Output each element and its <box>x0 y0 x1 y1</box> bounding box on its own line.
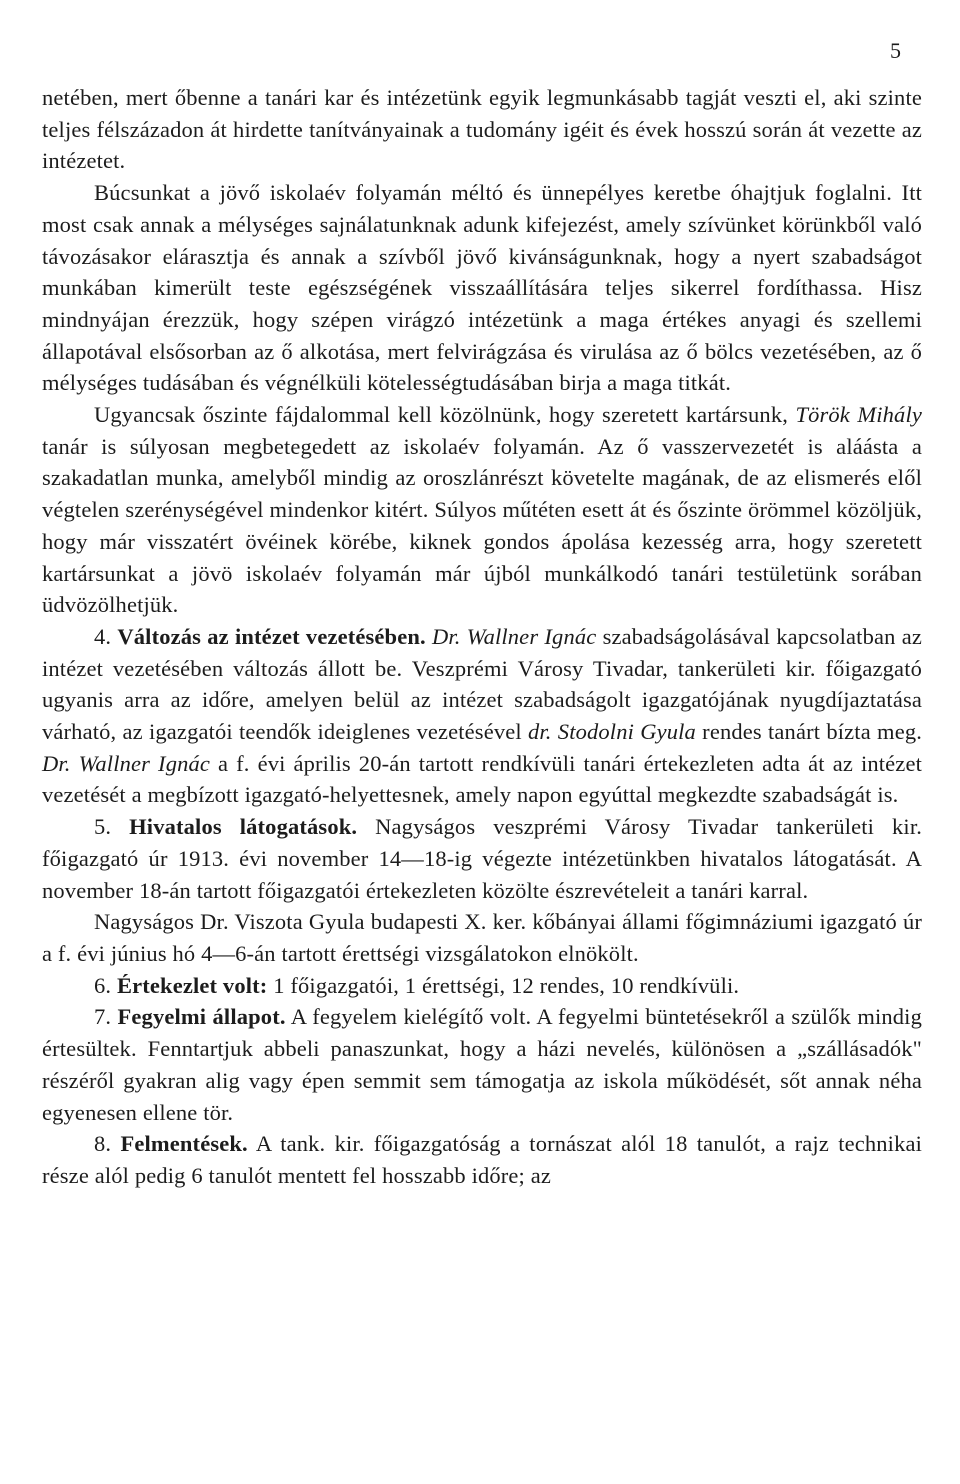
section-8-heading: Felmentések. <box>120 1131 248 1157</box>
section-8 <box>42 1128 922 1191</box>
section-8-text: A tank. kir. főigazgatóság a tornászat alól 18 tanulót, a rajz technikai része alól pedig 6 tanulót mentett fel hosszabb időre; az <box>42 1131 923 1188</box>
section-4-number: 4. <box>94 623 112 649</box>
paragraph-illness-text-2: tanár is súlyosan megbetegedett az iskolaév folyamán. Az ő vasszervezetét is aláásta a szakadatlan munka, amelyből mindig az oroszlánrészt követelte magának, de az elismerés elől végtelen szerénységével mindenkor kitért. Súlyos műtéten esett át és őszinte örömmel közöljük, hogy már visszatért övéinek körébe, kiknek gondos ápolása kezesség arra, hogy szeretett kartársunkat a jövö iskolaév folyamán már újból munkálkodó tanári testületünk sorában üdvözölhetjük. <box>42 433 922 618</box>
section-5 <box>42 811 922 906</box>
section-5-number: 5. <box>94 814 112 840</box>
person-name-wallner-1: Dr. Wallner Ignác <box>431 623 597 649</box>
section-4-text-3: a f. évi április 20-án tartott rendkívüli tanári értekezleten adta át az intézet vezetését a megbízott igazgató-helyettesnek, amely napon egyúttal megkezdte szabadságát is. <box>42 750 922 808</box>
section-6-number: 6. <box>94 972 112 998</box>
paragraph-illness-text-1: Ugyancsak őszinte fájdalommal kell közölnünk, hogy szeretett kartársunk, <box>94 402 796 428</box>
page-number: 5 <box>890 38 901 63</box>
section-7-heading: Fegyelmi állapot. <box>117 1004 286 1030</box>
section-8-number: 8. <box>94 1131 112 1157</box>
section-5-heading: Hivatalos látogatások. <box>129 814 358 840</box>
section-6-heading: Értekezlet volt: <box>116 972 268 998</box>
paragraph-visit-2: Nagyságos Dr. Viszota Gyula budapesti X. ker. kőbányai állami főgimnáziumi igazgató úr a f. évi június hó 4—6-án tartott érettségi vizsgálatokon elnökölt. <box>42 909 922 966</box>
paragraph-farewell: Búcsunkat a jövő iskolaév folyamán méltó és ünnepélyes keretbe óhajtjuk foglalni. Itt most csak annak a mélységes sajnálatunknak adunk kifejezést, amely szívünket körünkből való távozásakor elárasztja és annak a szívből jövő kivánságunknak, hogy a nyert szabadságot munkában kimerült teste egészségének visszaállítására teljes sikerrel fordíthassa. Hisz mindnyájan érezzük, hogy szépen virágzó intézetünk a maga értékes anyagi és szellemi állapotával elsősorban az ő alkotása, mert felvirágzása és virulása az ő bölcs vezetésében, az ő mélységes tudásában és végnélküli kötelességtudásában birja a maga titkát. <box>42 180 922 396</box>
person-name-torok: Török Mihály <box>795 402 922 428</box>
section-4-heading: Változás az intézet vezetésében. <box>117 623 426 649</box>
body-text <box>42 82 922 1192</box>
section-4 <box>42 621 922 811</box>
section-6-text: 1 főigazgatói, 1 érettségi, 12 rendes, 10 rendkívüli. <box>267 972 740 998</box>
paragraph-illness <box>42 399 922 621</box>
section-7-text: A fegyelem kielégítő volt. A fegyelmi büntetésekről a szülők mindig értesültek. Fenntartjuk abbeli panaszunkat, hogy a házi nevelés, különösen a „szállásadók" részéről gyakran alig vagy épen semmit sem támogatja az iskola működését, sőt annak néha egyenesen ellene tör. <box>42 1004 922 1125</box>
section-6 <box>42 970 922 1002</box>
section-5-text: Nagyságos veszprémi Városy Tivadar tankerületi kir. főigazgató úr 1913. évi november 14—18-ig végezte intézetünkben hivatalos látogatását. A november 18-án tartott főigazgatói értekezleten közölte észrevételeit a tanári karral. <box>42 814 923 903</box>
paragraph-continuation: netében, mert őbenne a tanári kar és intézetünk egyik legmunkásabb tagját veszti el, aki szinte teljes félszázadon át hirdette tanítványainak a tudomány igéit és évek hosszú során át vezette az intézetet. <box>42 85 922 174</box>
section-7-number: 7. <box>94 1004 112 1030</box>
person-name-stodolni: dr. Stodolni Gyula <box>528 719 696 745</box>
section-7 <box>42 1001 922 1128</box>
section-4-text-2: rendes tanárt bízta meg. <box>695 719 923 745</box>
section-4-text-1: szabadságolásával kapcsolatban az intézet vezetésében változás állott be. Veszprémi Városy Tivadar, tankerületi kir. főigazgató ugyanis arra az időre, amelyen belül az intézet szabadságolt igazgatójának nyugdíjaztatása várható, az igazgatói teendők ideiglenes vezetésével <box>42 623 922 745</box>
person-name-wallner-2: Dr. Wallner Ignác <box>42 750 211 776</box>
